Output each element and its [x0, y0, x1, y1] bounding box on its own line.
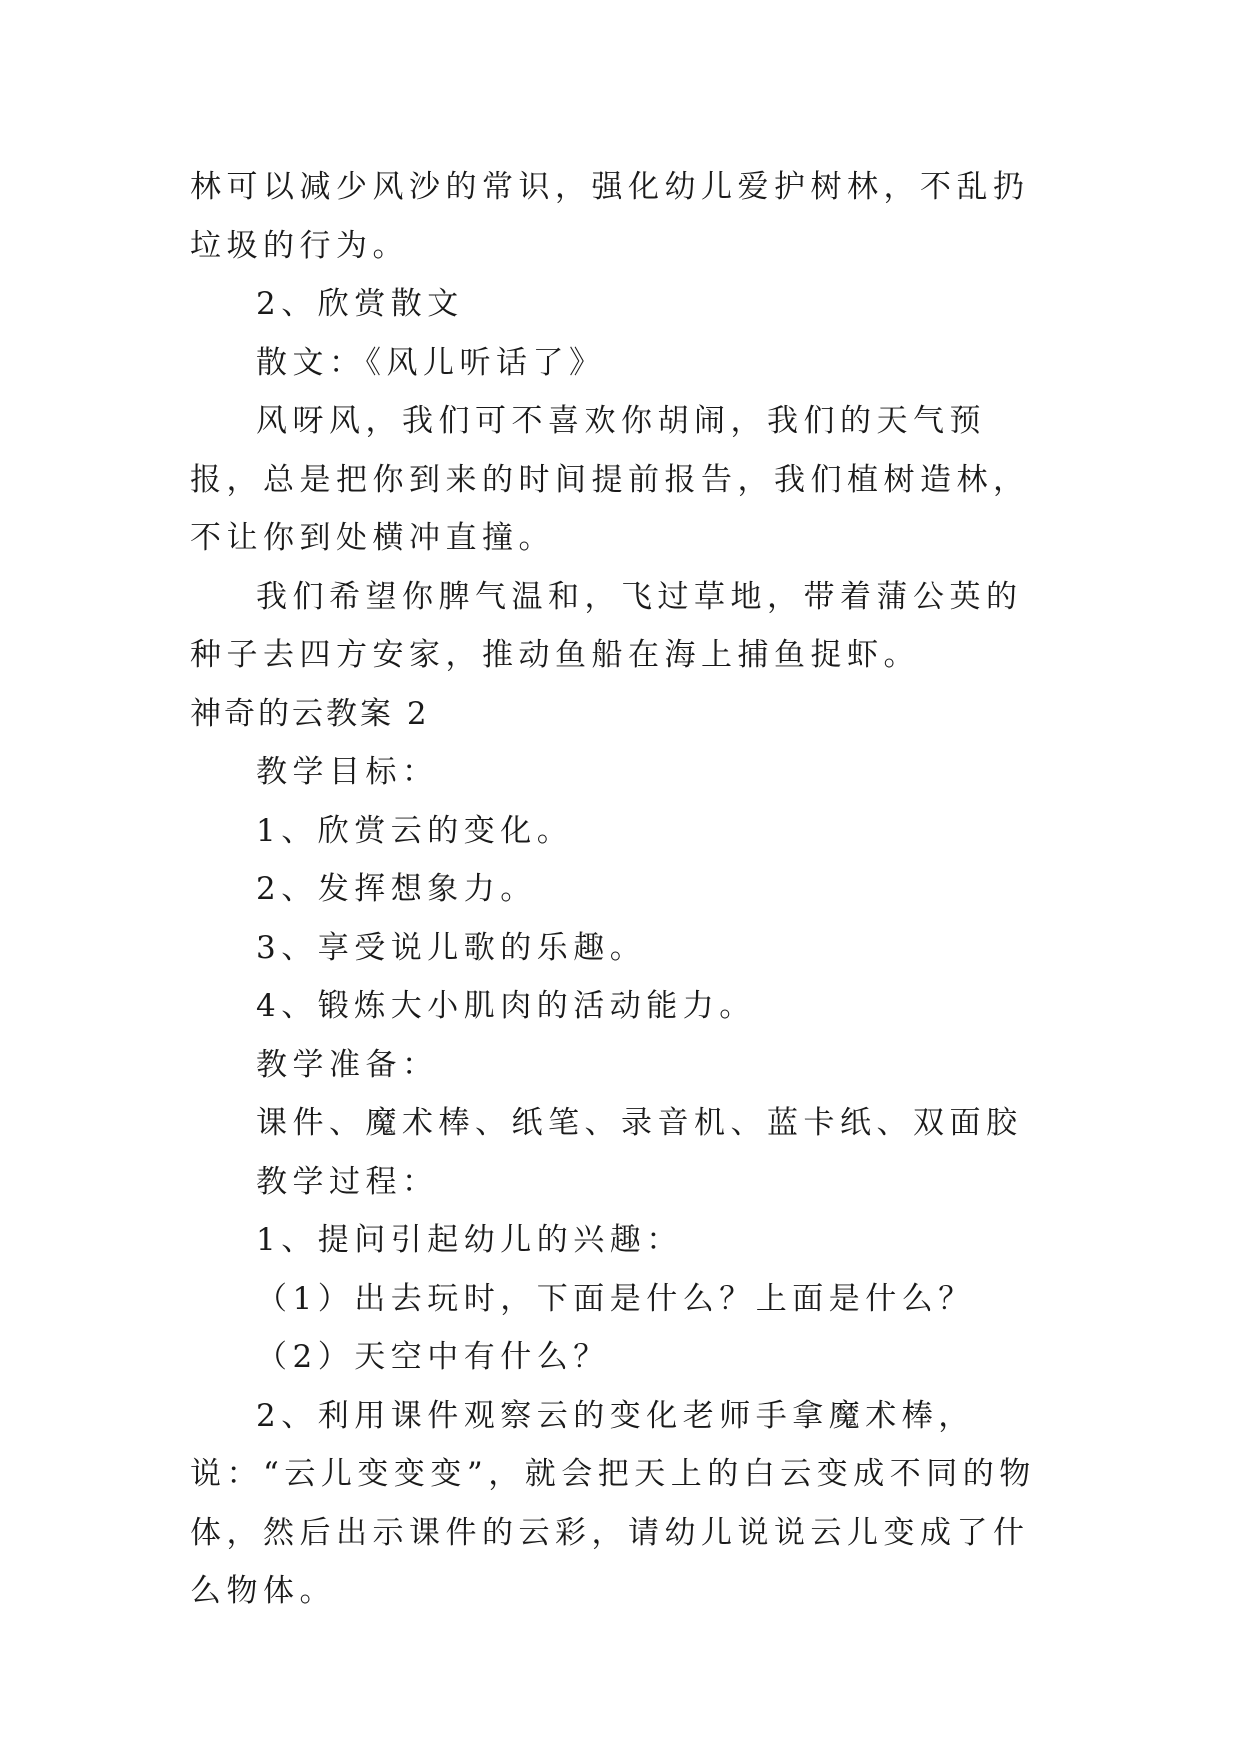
prose-paragraph-2: 我们希望你脾气温和，飞过草地，带着蒲公英的种子去四方安家，推动鱼船在海上捕鱼捉虾。	[190, 578, 1023, 673]
goal-item-1: 1、欣赏云的变化。	[256, 812, 574, 849]
paragraph-continuation: 林可以减少风沙的常识，强化幼儿爱护树林，不乱扔垃圾的行为。	[190, 169, 1030, 264]
process-step-2: 2、利用课件观察云的变化老师手拿魔术棒，说：“云儿变变变”，就会把天上的白云变成不同的物体，然后出示课件的云彩，请幼儿说说云儿变成了什么物体。	[190, 1397, 1036, 1609]
process-question-2: （2）天空中有什么？	[256, 1339, 610, 1375]
prose-paragraph-1: 风呀风，我们可不喜欢你胡闹，我们的天气预报，总是把你到来的时间提前报告，我们植树造林，不让你到处横冲直撞。	[190, 403, 1030, 556]
process-step-1: 1、提问引起幼儿的兴趣：	[256, 1222, 683, 1258]
process-question-1: （1）出去玩时，下面是什么？上面是什么？	[256, 1280, 975, 1317]
preparation-materials: 课件、魔术棒、纸笔、录音机、蓝卡纸、双面胶	[256, 1105, 1023, 1141]
goal-item-3: 3、享受说儿歌的乐趣。	[256, 929, 647, 966]
document-body	[190, 158, 1050, 1621]
lesson-plan-title: 神奇的云教案 2	[190, 695, 430, 732]
goal-item-2: 2、发挥想象力。	[256, 871, 537, 907]
goal-item-4: 4、锻炼大小肌肉的活动能力。	[256, 988, 756, 1024]
prose-title: 散文：《风儿听话了》	[256, 344, 606, 381]
teaching-goals-heading: 教学目标：	[256, 754, 439, 790]
section-heading-appreciate-prose: 2、欣赏散文	[256, 286, 464, 322]
teaching-preparation-heading: 教学准备：	[256, 1046, 439, 1083]
teaching-process-heading: 教学过程：	[256, 1163, 439, 1200]
